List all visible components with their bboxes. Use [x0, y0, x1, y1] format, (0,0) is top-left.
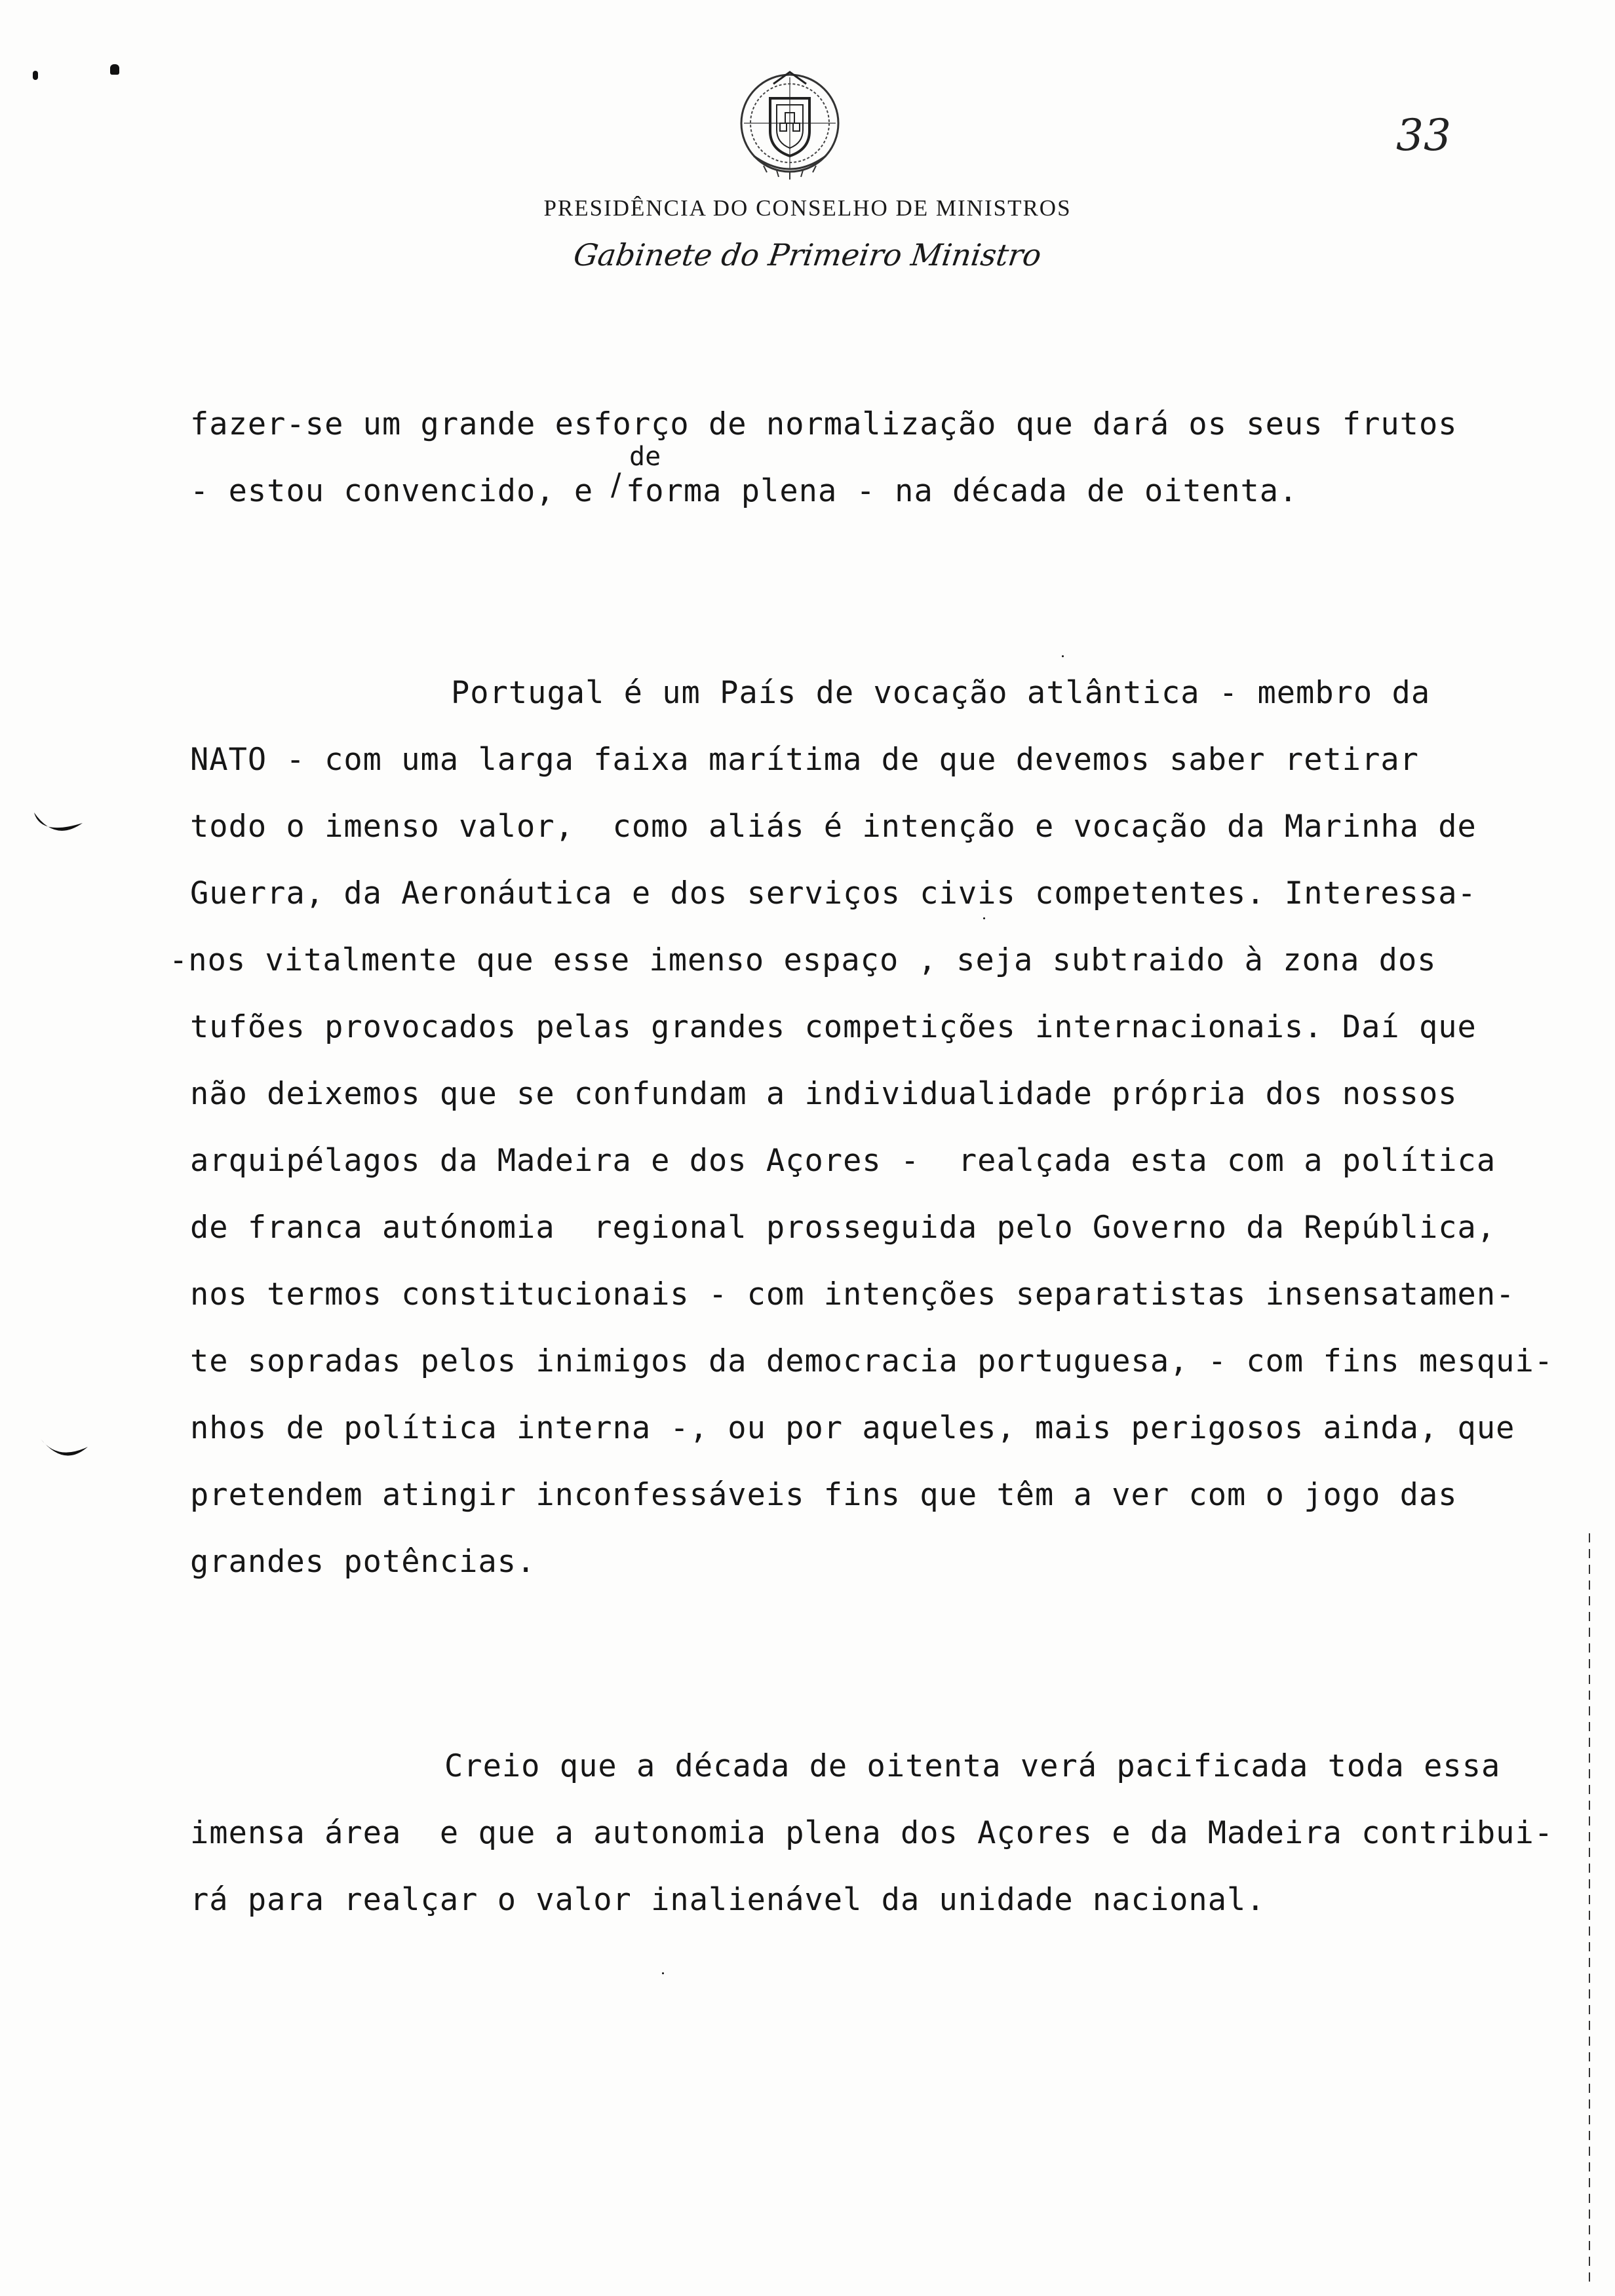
paragraph3-line: imensa área e que a autonomia plena dos Açores e da Madeira contribui- — [190, 1815, 1554, 1851]
paragraph1-line2-part2: forma plena - na década de oitenta. — [626, 473, 1298, 509]
portuguese-coat-of-arms-icon — [728, 58, 852, 189]
paragraph2-line: tufões provocados pelas grandes competições internacionais. Daí que — [190, 1009, 1477, 1045]
paragraph2-line: de franca autónomia regional prosseguida pelo Governo da República, — [190, 1210, 1496, 1246]
paragraph2-line: pretendem atingir inconfessáveis fins que têm a ver com o jogo das — [190, 1477, 1458, 1513]
scan-mark — [33, 71, 38, 80]
paragraph2-line: Portugal é um País de vocação atlântica - membro da — [451, 675, 1431, 711]
paragraph3-line: Creio que a década de oitenta verá pacificada toda essa — [444, 1748, 1501, 1784]
paragraph1-line2-part1: - estou convencido, e — [190, 473, 594, 509]
letterhead-title: PRESIDÊNCIA DO CONSELHO DE MINISTROS — [543, 195, 1072, 221]
paragraph2-line: -nos vitalmente que esse imenso espaço , seja subtraido à zona dos — [169, 942, 1437, 978]
paragraph2-line: nos termos constitucionais - com intenções separatistas insensatamen- — [190, 1276, 1515, 1312]
paragraph2-line: NATO - com uma larga faixa marítima de que devemos saber retirar — [190, 742, 1419, 778]
paragraph2-line: grandes potências. — [190, 1544, 536, 1580]
speck — [1062, 655, 1064, 657]
paragraph2-line: não deixemos que se confundam a individualidade própria dos nossos — [190, 1076, 1458, 1112]
paragraph2-line: Guerra, da Aeronáutica e dos serviços civis competentes. Interessa- — [190, 875, 1477, 911]
speck — [983, 917, 985, 919]
punch-hole-mark — [29, 807, 88, 847]
paragraph3-line: rá para realçar o valor inalienável da unidade nacional. — [190, 1882, 1266, 1918]
handwritten-insertion: de — [629, 442, 661, 472]
paragraph2-line: nhos de política interna -, ou por aqueles, mais perigosos ainda, que — [190, 1410, 1515, 1446]
paragraph1-line1: fazer-se um grande esforço de normalização que dará os seus frutos — [190, 406, 1458, 442]
speck — [662, 1972, 664, 1974]
paragraph2-line: arquipélagos da Madeira e dos Açores - realçada esta com a política — [190, 1143, 1496, 1179]
scan-edge-line — [1589, 1533, 1590, 2287]
letterhead-subtitle: Gabinete do Primeiro Ministro — [571, 237, 1044, 273]
insertion-caret-icon: / — [611, 467, 621, 502]
punch-hole-mark — [38, 1435, 90, 1465]
paragraph2-line: todo o imenso valor, como aliás é intenção e vocação da Marinha de — [190, 809, 1477, 845]
paragraph2-line: te sopradas pelos inimigos da democracia portuguesa, - com fins mesqui- — [190, 1343, 1554, 1379]
scan-mark — [110, 64, 119, 75]
page-number: 33 — [1396, 110, 1451, 161]
